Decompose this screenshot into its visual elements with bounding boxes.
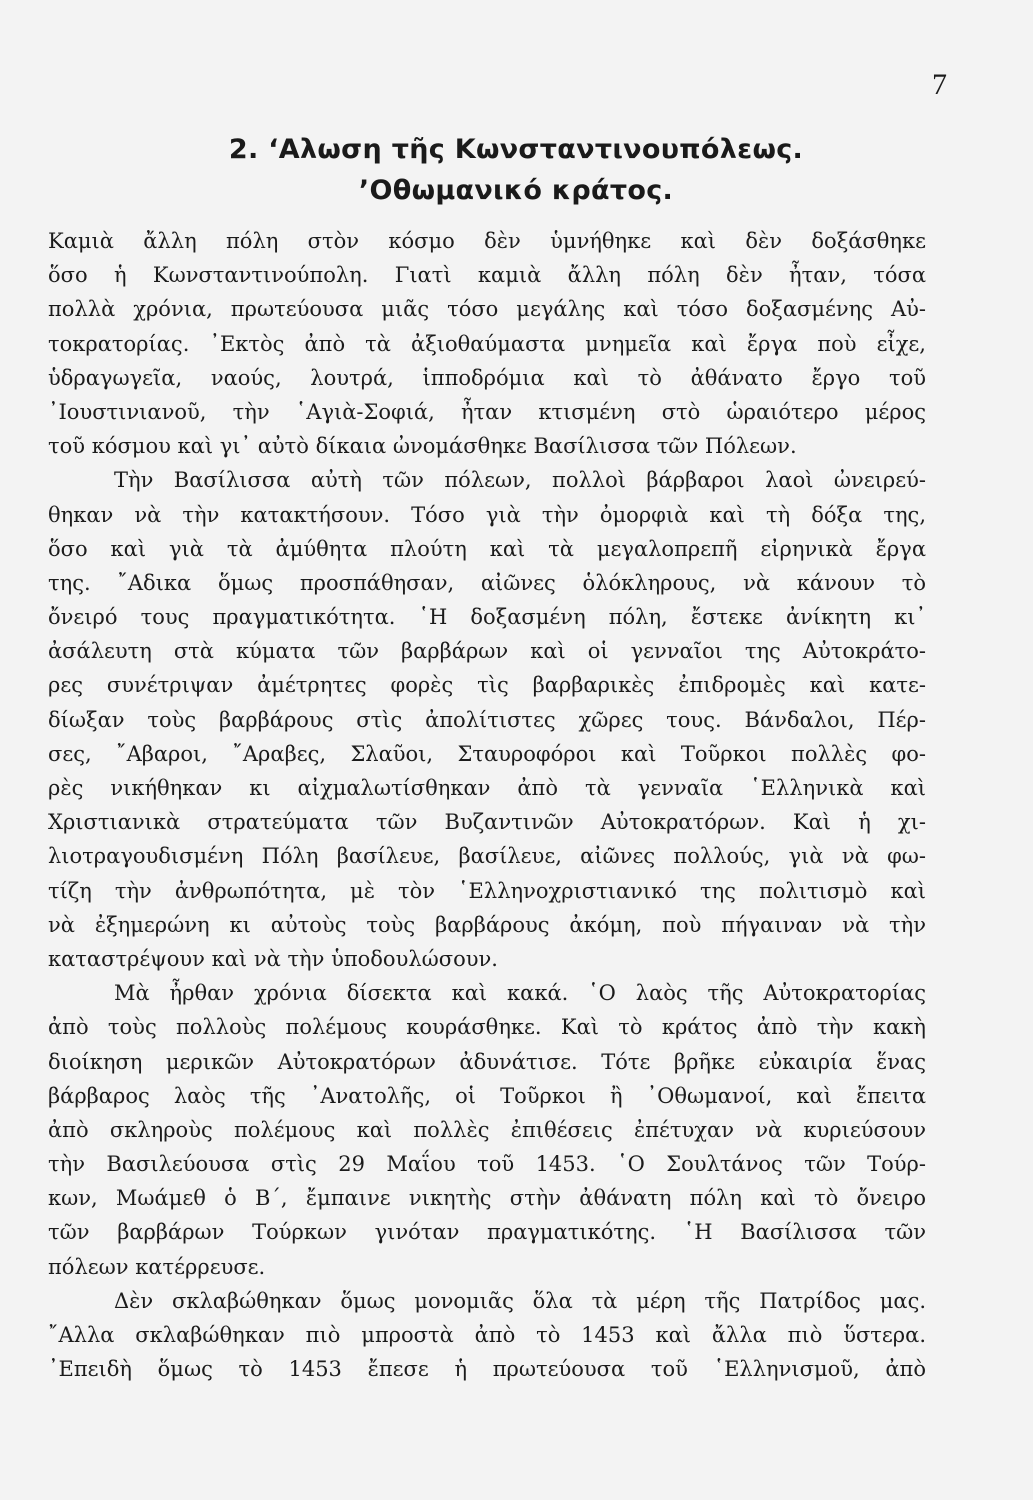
text-line: Μὰ ἦρθαν χρόνια δίσεκτα καὶ κακά. ῾Ο λαὸς τῆς Αὐτοκρατορίας — [114, 981, 926, 1006]
chapter-heading-line-2: ’Οθωμανικό κράτος. — [358, 175, 674, 206]
text-line: ἀσάλευτη στὰ κύματα τῶν βαρβάρων καὶ οἱ γενναῖοι της Αὐτοκράτο- — [48, 639, 926, 664]
text-line: τὴν Βασιλεύουσα στὶς 29 Μαΐου τοῦ 1453. ῾Ο Σουλτάνος τῶν Τούρ- — [48, 1152, 926, 1177]
text-line: ὑδραγωγεῖα, ναούς, λουτρά, ἱπποδρόμια καὶ τὸ ἀθάνατο ἔργο τοῦ — [48, 365, 926, 390]
text-line: θηκαν νὰ τὴν κατακτήσουν. Τόσο γιὰ τὴν ὀμορφιὰ καὶ τὴ δόξα της, — [48, 502, 926, 527]
text-line: ρες συνέτριψαν ἀμέτρητες φορὲς τὶς βαρβαρικὲς ἐπιδρομὲς καὶ κατε- — [48, 673, 926, 698]
text-line: διοίκηση μερικῶν Αὐτοκρατόρων ἀδυνάτισε. Τότε βρῆκε εὐκαιρία ἕνας — [48, 1049, 926, 1074]
text-line: ὅσο καὶ γιὰ τὰ ἀμύθητα πλούτη καὶ τὰ μεγαλοπρεπῆ εἰρηνικὰ ἔργα — [48, 536, 926, 561]
text-line: λιοτραγουδισμένη Πόλη βασίλευε, βασίλευε, αἰῶνες πολλούς, γιὰ νὰ φω- — [48, 844, 926, 869]
text-line: καταστρέψουν καὶ νὰ τὴν ὑποδουλώσουν. — [48, 946, 498, 971]
chapter-heading-line-1: 2. ‘Αλωση τῆς Κωνσταντινουπόλεως. — [228, 134, 804, 165]
text-line: πόλεων κατέρρευσε. — [48, 1254, 266, 1279]
text-line: δίωξαν τοὺς βαρβάρους στὶς ἀπολίτιστες χῶρες τους. Βάνδαλοι, Πέρ- — [48, 707, 926, 732]
text-line: της. ῎Αδικα ὅμως προσπάθησαν, αἰῶνες ὁλόκληρους, νὰ κάνουν τὸ — [48, 570, 926, 595]
text-line: σες, ῎Αβαροι, ῎Αραβες, Σλαῦοι, Σταυροφόροι καὶ Τοῦρκοι πολλὲς φο- — [48, 741, 926, 766]
text-line: νὰ ἐξημερώνη κι αὐτοὺς τοὺς βαρβάρους ἀκόμη, ποὺ πήγαιναν νὰ τὴν — [48, 912, 926, 937]
text-line: ρὲς νικήθηκαν κι αἰχμαλωτίσθηκαν ἀπὸ τὰ γενναῖα ῾Ελληνικὰ καὶ — [48, 776, 926, 800]
text-line: Δὲν σκλαβώθηκαν ὅμως μονομιᾶς ὅλα τὰ μέρη τῆς Πατρίδος μας. — [114, 1288, 926, 1313]
text-line: τοκρατορίας. ᾿Εκτὸς ἀπὸ τὰ ἀξιοθαύμαστα μνημεῖα καὶ ἔργα ποὺ εἶχε, — [48, 331, 926, 356]
text-line: τοῦ κόσμου καὶ γι᾿ αὐτὸ δίκαια ὠνομάσθηκε Βασίλισσα τῶν Πόλεων. — [48, 434, 797, 459]
page-number: 7 — [932, 68, 947, 101]
text-line: ῎Αλλα σκλαβώθηκαν πιὸ μπροστὰ ἀπὸ τὸ 1453 καὶ ἄλλα πιὸ ὕστερα. — [48, 1323, 926, 1347]
text-line: κων, Μωάμεθ ὁ Β΄, ἔμπαινε νικητὴς στὴν ἀθάνατη πόλη καὶ τὸ ὄνειρο — [48, 1186, 926, 1211]
text-line: ᾿Επειδὴ ὅμως τὸ 1453 ἔπεσε ἡ πρωτεύουσα τοῦ ῾Ελληνισμοῦ, ἀπὸ — [48, 1357, 926, 1382]
text-line: ἀπὸ σκληροὺς πολέμους καὶ πολλὲς ἐπιθέσεις ἐπέτυχαν νὰ κυριεύσουν — [48, 1117, 926, 1142]
text-line: Χριστιανικὰ στρατεύματα τῶν Βυζαντινῶν Αὐτοκρατόρων. Καὶ ἡ χι- — [48, 810, 926, 835]
text-line: βάρβαρος λαὸς τῆς ᾿Ανατολῆς, οἱ Τοῦρκοι ἢ ᾿Οθωμανοί, καὶ ἔπειτα — [48, 1083, 926, 1108]
text-line: ᾿Ιουστινιανοῦ, τὴν ῾Αγιὰ-Σοφιά, ἦταν κτισμένη στὸ ὡραιότερο μέρος — [48, 399, 926, 424]
body-text — [48, 224, 926, 1386]
text-line: Τὴν Βασίλισσα αὐτὴ τῶν πόλεων, πολλοὶ βάρβαροι λαοὶ ὠνειρεύ- — [114, 468, 926, 493]
text-line: πολλὰ χρόνια, πρωτεύουσα μιᾶς τόσο μεγάλης καὶ τόσο δοξασμένης Αὐ- — [48, 297, 926, 322]
text-line: τίζη τὴν ἀνθρωπότητα, μὲ τὸν ῾Ελληνοχριστιανικό της πολιτισμὸ καὶ — [48, 878, 926, 903]
text-line: τῶν βαρβάρων Τούρκων γινόταν πραγματικότης. ῾Η Βασίλισσα τῶν — [48, 1220, 926, 1245]
text-line: ὄνειρό τους πραγματικότητα. ῾Η δοξασμένη πόλη, ἔστεκε ἀνίκητη κι᾿ — [48, 605, 926, 630]
text-line: Καμιὰ ἄλλη πόλη στὸν κόσμο δὲν ὑμνήθηκε καὶ δὲν δοξάσθηκε — [48, 229, 926, 253]
text-line: ὅσο ἡ Κωνσταντινούπολη. Γιατὶ καμιὰ ἄλλη πόλη δὲν ἦταν, τόσα — [48, 263, 926, 288]
text-line: ἀπὸ τοὺς πολλοὺς πολέμους κουράσθηκε. Καὶ τὸ κράτος ἀπὸ τὴν κακὴ — [48, 1015, 926, 1040]
